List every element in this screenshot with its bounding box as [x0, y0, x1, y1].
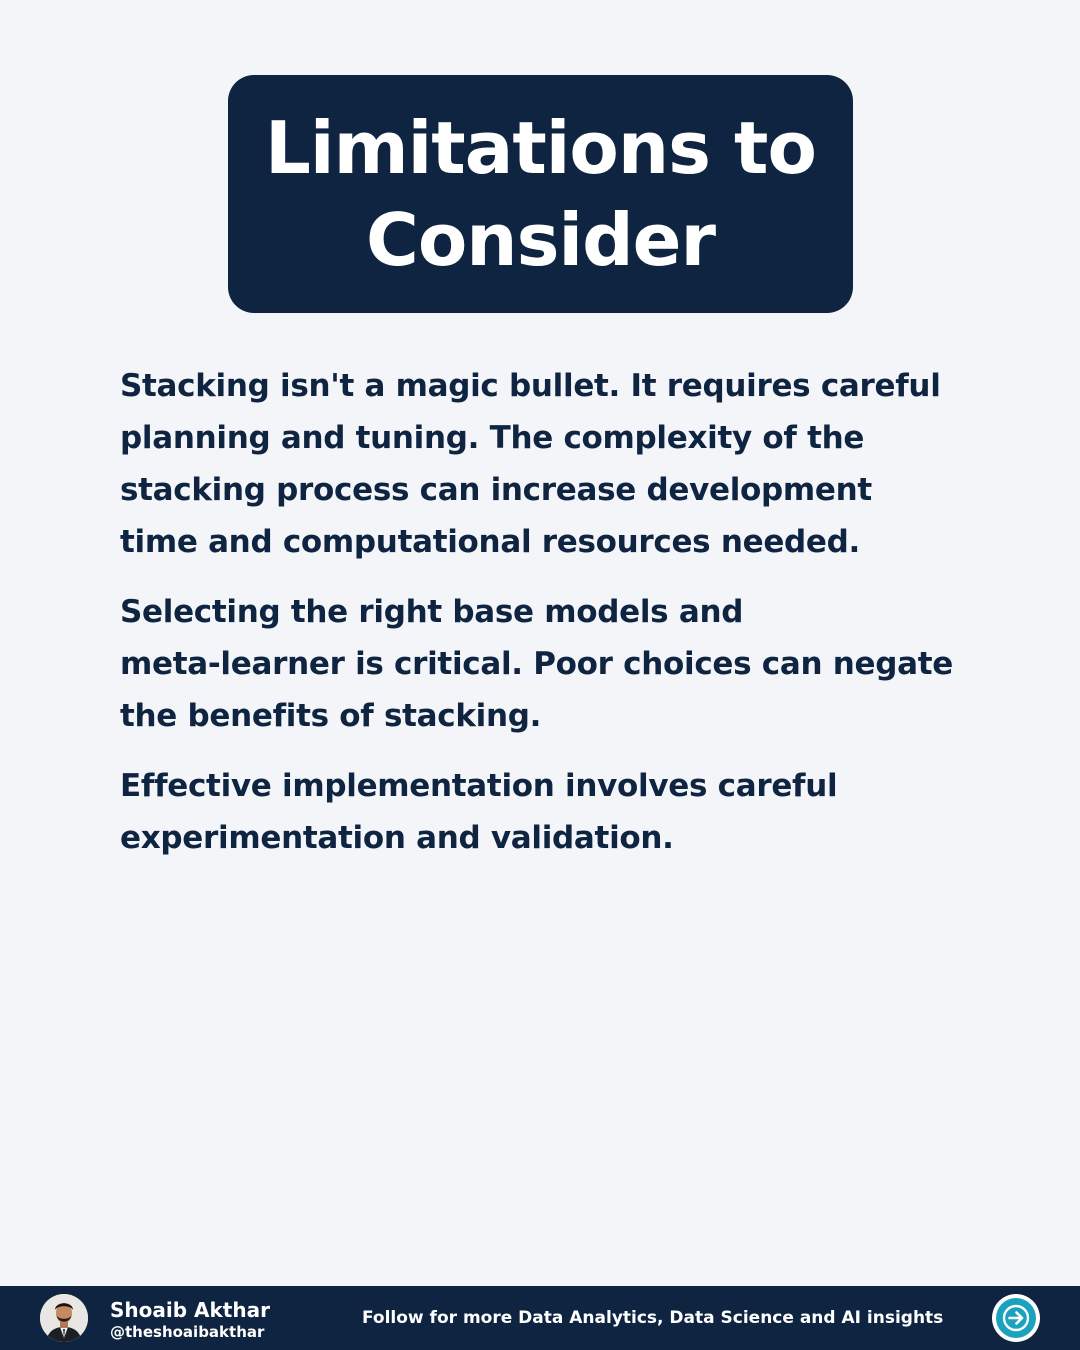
- paragraph-implementation: [120, 760, 970, 864]
- paragraph-line: the benefits of stacking.: [120, 698, 542, 734]
- title-line-1: Limitations to: [265, 106, 816, 190]
- title-line-2: Consider: [366, 198, 715, 282]
- paragraph-line: Selecting the right base models and: [120, 594, 744, 630]
- paragraph-line: time and computational resources needed.: [120, 524, 861, 560]
- author-handle[interactable]: @theshoaibakthar: [110, 1323, 265, 1341]
- body-text: [120, 360, 970, 882]
- paragraph-model-selection: [120, 586, 970, 742]
- next-slide-button[interactable]: [992, 1294, 1040, 1342]
- title-banner: [228, 75, 853, 313]
- avatar[interactable]: [40, 1294, 88, 1342]
- profile-photo-icon: [40, 1294, 88, 1342]
- author-name[interactable]: Shoaib Akthar: [110, 1298, 270, 1322]
- paragraph-line: Effective implementation involves careful: [120, 768, 838, 804]
- follow-cta-text: Follow for more Data Analytics, Data Science and AI insights: [362, 1308, 944, 1328]
- paragraph-stacking-complexity: [120, 360, 970, 568]
- footer-bar: [0, 1286, 1080, 1350]
- paragraph-line: meta-learner is critical. Poor choices can negate: [120, 646, 953, 682]
- next-button-circle: [996, 1298, 1036, 1338]
- arrow-right-icon: [1002, 1304, 1030, 1332]
- paragraph-line: planning and tuning. The complexity of the: [120, 420, 865, 456]
- paragraph-line: stacking process can increase development: [120, 472, 872, 508]
- paragraph-line: experimentation and validation.: [120, 820, 674, 856]
- paragraph-line: Stacking isn't a magic bullet. It requires careful: [120, 368, 941, 404]
